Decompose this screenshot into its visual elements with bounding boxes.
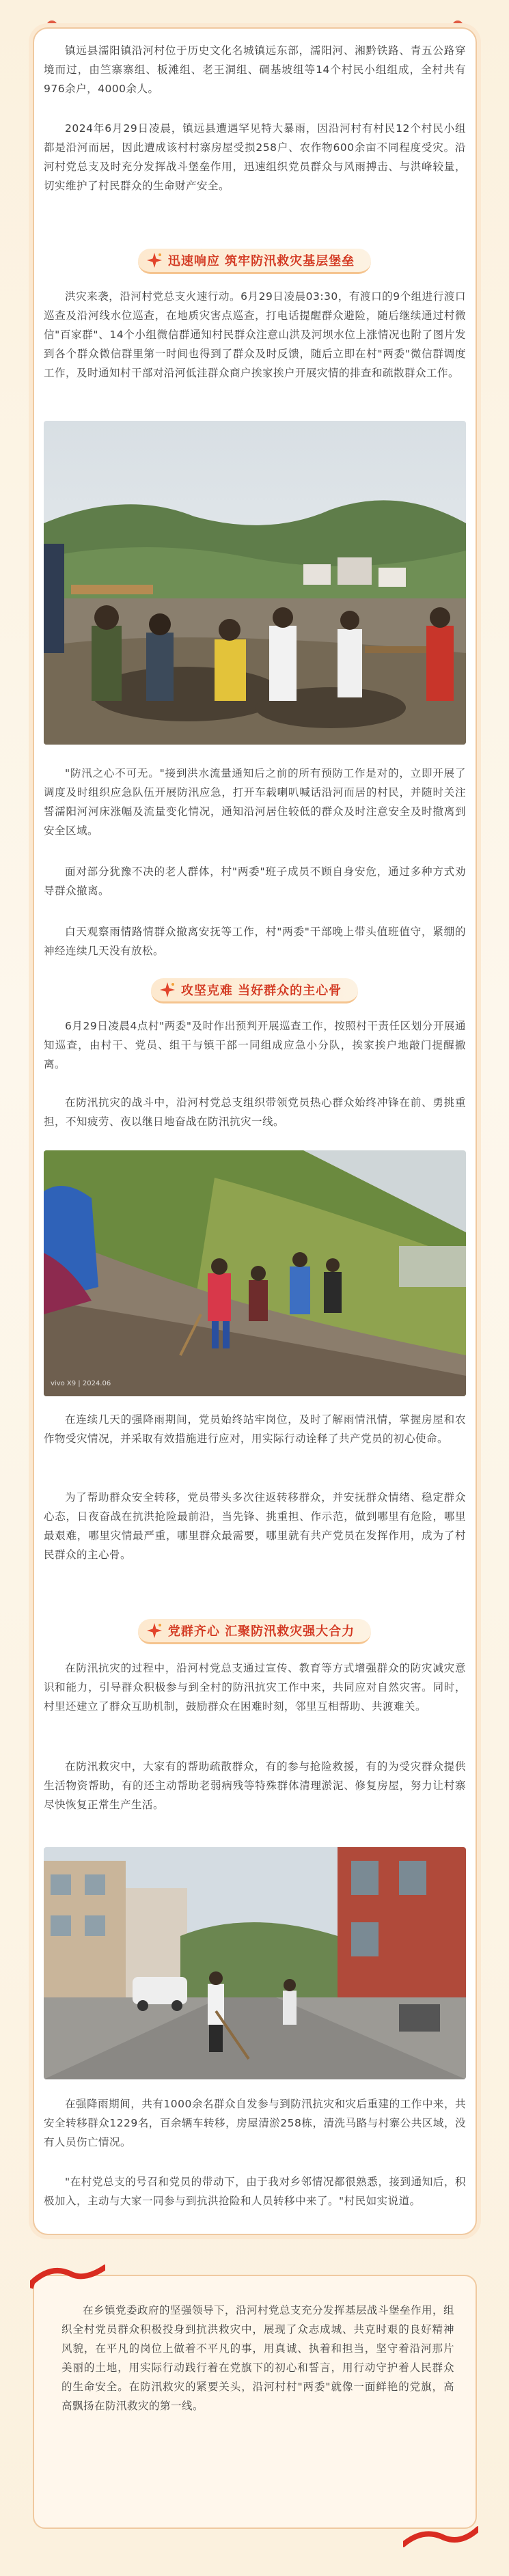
section-1-paragraph-3: 面对部分犹豫不决的老人群体，村"两委"班子成员不顾自身安危，通过多种方式劝导群众撤离。 bbox=[44, 865, 466, 897]
section-1-paragraph-2: "防汛之心不可无。"接到洪水流量通知后之前的所有预防工作是对的，立即开展了调度及时组织应急队伍开展防汛应急，打开车载喇叭喊话沿河而居的村民，并随时关注誓濡阳河河床涨幅及流量变化情况，通知沿河居住较低的群众及时注意安全及时撤离到安全区域。 bbox=[44, 767, 466, 837]
section-1-paragraph-1: 洪灾来袭，沿河村党总支火速行动。6月29日凌晨03:30，有渡口的9个组进行渡口巡查及沿河线水位巡查，在地质灾害点巡查，打电话提醒群众避险，随后继续通过村微信"百家群"、14个小组微信群通知村民群众注意山洪及河坝水位上涨情况也附了图片发到各个群众微信群里第一时间也得到了群众及时反馈，随后立即在村"两委"微信群调度工作，及时通知村干部对沿河低洼群众商户挨家挨户开展灾情的排查和疏散群众工作。 bbox=[44, 290, 466, 379]
ribbon-icon bbox=[30, 2264, 105, 2291]
section-3-paragraph-1: 在防汛抗灾的过程中，沿河村党总支通过宣传、教育等方式增强群众的防灾减灾意识和能力，引导群众积极参与到全村的防汛抗灾工作中来，共同应对自然灾害。同时，村里还建立了群众互助机制，鼓励群众在困难时刻，邻里互相帮助、共渡难关。 bbox=[44, 1662, 466, 1713]
section-3-title-text: 党群齐心 汇聚防汛救灾强大合力 bbox=[167, 1624, 355, 1639]
sparkle-icon bbox=[159, 982, 176, 998]
section-3-paragraph-3: 在强降雨期间，共有1000余名群众自发参与到防汛抗灾和灾后重建的工作中来，共安全转移群众1229名，百余辆车转移，房屋清淤258栋，清洗马路与村寨公共区域，没有人员伤亡情况。 bbox=[44, 2098, 466, 2148]
summary-paragraph: 在乡镇党委政府的坚强领导下，沿河村党总支充分发挥基层战斗堡垒作用，组织全村党员群众积极投身到抗洪救灾中，展现了众志成城、共克时艰的良好精神风貌，在平凡的岗位上做着不平凡的事，用真诚、执着和担当，坚守着沿河那片美丽的土地，用实际行动践行着在党旗下的初心和誓言，用行动守护着人民群众的生命安全。在防汛救灾的紧要关头，沿河村村"两委"就像一面鲜艳的党旗，高高飘扬在防汛救灾的第一线。 bbox=[61, 2304, 455, 2412]
section-2-title-text: 攻坚克难 当好群众的主心骨 bbox=[180, 984, 342, 998]
intro-paragraph-1: 镇远县濡阳镇沿河村位于历史文化名城镇远东部，濡阳河、湘黔铁路、青五公路穿境而过，由竺寨寨组、板滩组、老王洞组、碉基坡组等14个村民小组组成，全村共有976余户，4000余人。 bbox=[44, 44, 466, 95]
section-2-paragraph-4: 为了帮助群众安全转移，党员带头多次往返转移群众，并安抚群众情绪、稳定群众心态，日夜奋战在抗洪抢险最前沿，当先锋、挑重担、作示范，做到哪里有危险，哪里最艰难，哪里灾情最严重，哪里群众最需要，哪里就有共产党员在发挥作用，成为了村民群众的主心骨。 bbox=[44, 1491, 466, 1561]
section-2-paragraph-3: 在连续几天的强降雨期间，党员始终站牢岗位，及时了解雨情汛情，掌握房屋和农作物受灾情况，并采取有效措施进行应对，用实际行动诠释了共产党员的初心使命。 bbox=[44, 1413, 466, 1445]
street-cleanup-photo-3 bbox=[44, 1847, 466, 2079]
sparkle-icon bbox=[146, 252, 163, 268]
section-1-paragraph-4: 白天观察雨情路情群众撤离安抚等工作，村"两委"干部晚上带头值班值守，紧绷的神经连续几天没有放松。 bbox=[44, 926, 466, 957]
flood-cleanup-photo-2 bbox=[44, 1150, 466, 1396]
intro-paragraph-2: 2024年6月29日凌晨，镇远县遭遇罕见特大暴雨，因沿河村有村民12个村民小组都是沿河而居，因此遭成该村村寨房屋受损258户、农作物600余亩不同程度受灾。沿河村党总支及时充分发挥战斗堡垒作用，迅速组织党员群众与风雨搏击、与洪峰较量，切实维护了村民群众的生命财产安全。 bbox=[44, 122, 466, 192]
section-1-title bbox=[0, 249, 509, 272]
section-3-paragraph-4: "在村党总支的号召和党员的带动下，由于我对乡邻情况都很熟悉，接到通知后，积极加入，主动与大家一同参与到抗洪抢险和人员转移中来了。"村民如实说道。 bbox=[44, 2176, 466, 2207]
section-2-title bbox=[0, 978, 509, 1001]
section-3-title bbox=[0, 1619, 509, 1642]
summary-box bbox=[33, 2275, 477, 2529]
flood-cleanup-photo-1 bbox=[44, 421, 466, 745]
section-1-title-text: 迅速响应 筑牢防汛救灾基层堡垒 bbox=[167, 254, 355, 268]
sparkle-icon bbox=[146, 1622, 163, 1639]
section-2-paragraph-1: 6月29日凌晨4点村"两委"及时作出预判开展巡查工作，按照村干责任区划分开展通知巡查，由村干、党员、组干与镇干部一同组成应急小分队，挨家挨户地敲门提醒撤离。 bbox=[44, 1020, 466, 1070]
section-2-paragraph-2: 在防汛抗灾的战斗中，沿河村党总支组织带领党员热心群众始终冲锋在前、勇挑重担，不知疲劳、夜以继日地奋战在防汛抗灾一线。 bbox=[44, 1096, 466, 1128]
section-3-paragraph-2: 在防汛救灾中，大家有的帮助疏散群众，有的参与抢险救援，有的为受灾群众提供生活物资帮助，有的还主动帮助老弱病残等特殊群体清理淤泥、修复房屋，努力让村寨尽快恢复正常生产生活。 bbox=[44, 1760, 466, 1811]
ribbon-icon bbox=[403, 2521, 478, 2548]
photo-watermark: vivo X9 | 2024.06 bbox=[51, 1380, 111, 1387]
